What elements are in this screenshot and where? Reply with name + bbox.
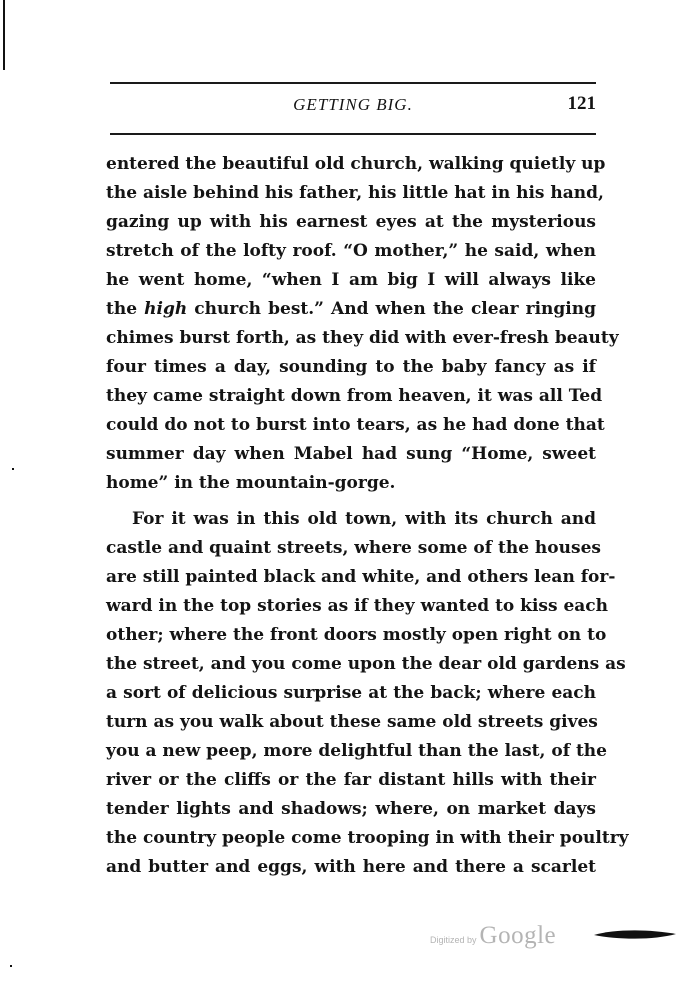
text-line: chimes burst forth, as they did with ever-fresh beauty [106, 328, 619, 348]
text-line: could do not to burst into tears, as he had done that [106, 415, 605, 435]
left-edge-mark [3, 0, 5, 70]
text-line: are still painted black and white, and others lean for- [106, 567, 616, 587]
text-line: they came straight down from heaven, it was all Ted [106, 386, 603, 406]
text-line: and butter and eggs, with here and there a scarlet [106, 857, 596, 877]
body-text [106, 150, 629, 882]
digitized-watermark [430, 922, 556, 950]
text-line: he went home, “when I am big I will always like [106, 270, 596, 290]
text-line: entered the beautiful old church, walking quietly up [106, 154, 606, 174]
text-fragment: church best.” And when the clear ringing [187, 299, 596, 319]
text-line-with-italic [106, 295, 596, 324]
text-line: stretch of the lofty roof. “O mother,” he said, when [106, 241, 596, 261]
text-line: castle and quaint streets, where some of the houses [106, 538, 601, 558]
margin-speck [10, 965, 12, 967]
text-line: a sort of delicious surprise at the back; where each [106, 683, 596, 703]
text-line: ward in the top stories as if they wanted to kiss each [106, 596, 609, 616]
italic-word: high [144, 299, 188, 319]
text-line: river or the cliffs or the far distant hills with their [106, 770, 596, 790]
running-title: GETTING BIG. [293, 95, 413, 114]
watermark-prefix: Digitized by [430, 935, 477, 945]
text-line: other; where the front doors mostly open right on to [106, 625, 607, 645]
text-line: the aisle behind his father, his little hat in his hand, [106, 183, 604, 203]
text-line: the street, and you come upon the dear old gardens as [106, 654, 626, 674]
header-bottom-rule [110, 133, 596, 135]
text-line: summer day when Mabel had sung “Home, sweet [106, 444, 596, 464]
text-line: the country people come trooping in with their poultry [106, 828, 629, 848]
text-fragment: the [106, 299, 145, 319]
text-line: you a new peep, more delightful than the last, of the [106, 741, 607, 761]
text-line: turn as you walk about these same old streets gives [106, 712, 598, 732]
page-header [110, 92, 596, 124]
ink-stroke-mark [594, 928, 676, 942]
google-logo: Google [479, 922, 557, 949]
header-top-rule [110, 82, 596, 84]
page-number: 121 [567, 93, 596, 114]
margin-speck [12, 468, 14, 470]
paragraph-start-line: For it was in this old town, with its church and [132, 509, 596, 529]
text-line: gazing up with his earnest eyes at the mysterious [106, 212, 596, 232]
text-line: tender lights and shadows; where, on market days [106, 799, 596, 819]
text-line: four times a day, sounding to the baby fancy as if [106, 357, 596, 377]
paragraph-end-line: home” in the mountain-gorge. [106, 473, 396, 493]
